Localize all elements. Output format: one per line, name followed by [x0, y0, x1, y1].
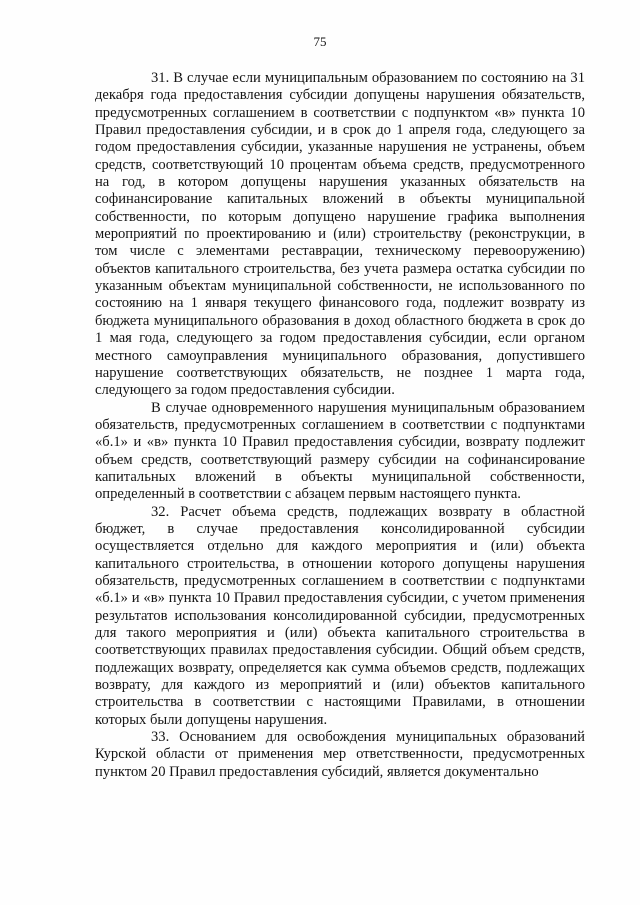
- paragraph-31-simultaneous-violation: В случае одновременного нарушения муниципальным образованием обязательств, предусмотренных соглашением в соответствии с подпунктами «б.1» и «в» пункта 10 Правил предоставления субсидии, возврату подлежит объем средств, соответствующий размеру субсидии на софинансирование капитальных вложений в объекты муниципальной собственности, определенный в соответствии с абзацем первым настоящего пункта.: [95, 399, 585, 503]
- page-number: 75: [313, 34, 327, 49]
- paragraph-33: 33. Основанием для освобождения муниципальных образований Курской области от применения мер ответственности, предусмотренных пунктом 20 Правил предоставления субсидий, является документально: [95, 729, 585, 780]
- paragraph-31: 31. В случае если муниципальным образованием по состоянию на 31 декабря года предоставления субсидии допущены нарушения обязательств, предусмотренных соглашением в соответствии с подпунктом «в» пункта 10 Правил предоставления субсидии, и в срок до 1 апреля года, следующего за годом предоставления субсидии, указанные нарушения не устранены, объем средств, соответствующий 10 процентам объема средств, предусмотренного на год, в котором допущены нарушения указанных обязательств на софинансирование капитальных вложений в объекты муниципальной собственности, по которым допущено нарушение графика выполнения мероприятий по проектированию и (или) строительству (реконструкции, в том числе с элементами реставрации, техническому перевооружению) объектов капитального строительства, без учета размера остатка субсидии по указанным объектам муниципальной собственности, не использованного по состоянию на 1 января текущего финансового года, подлежит возврату из бюджета муниципального образования в доход областного бюджета в срок до 1 мая года, следующего за годом предоставления субсидии, если органом местного самоуправления муниципального образования, допустившего нарушение соответствующих обязательств, не позднее 1 марта года, следующего за годом предоставления субсидии.: [95, 70, 585, 399]
- paragraph-32: 32. Расчет объема средств, подлежащих возврату в областной бюджет, в случае предоставления консолидированной субсидии осуществляется отдельно для каждого мероприятия и (или) объекта капитального строительства, в отношении которого допущены нарушения обязательств, предусмотренных соглашением в соответствии с подпунктами «б.1» и «в» пункта 10 Правил предоставления субсидии, с учетом применения результатов использования консолидированной субсидии, предусмотренных для такого мероприятия и (или) объекта капитального строительства в соответствующих правилах предоставления субсидии. Общий объем средств, подлежащих возврату, определяется как сумма объемов средств, подлежащих возврату, для каждого из мероприятий и (или) объектов капитального строительства в соответствии с настоящими Правилами, в отношении которых были допущены нарушения.: [95, 503, 585, 728]
- document-body: [95, 70, 585, 781]
